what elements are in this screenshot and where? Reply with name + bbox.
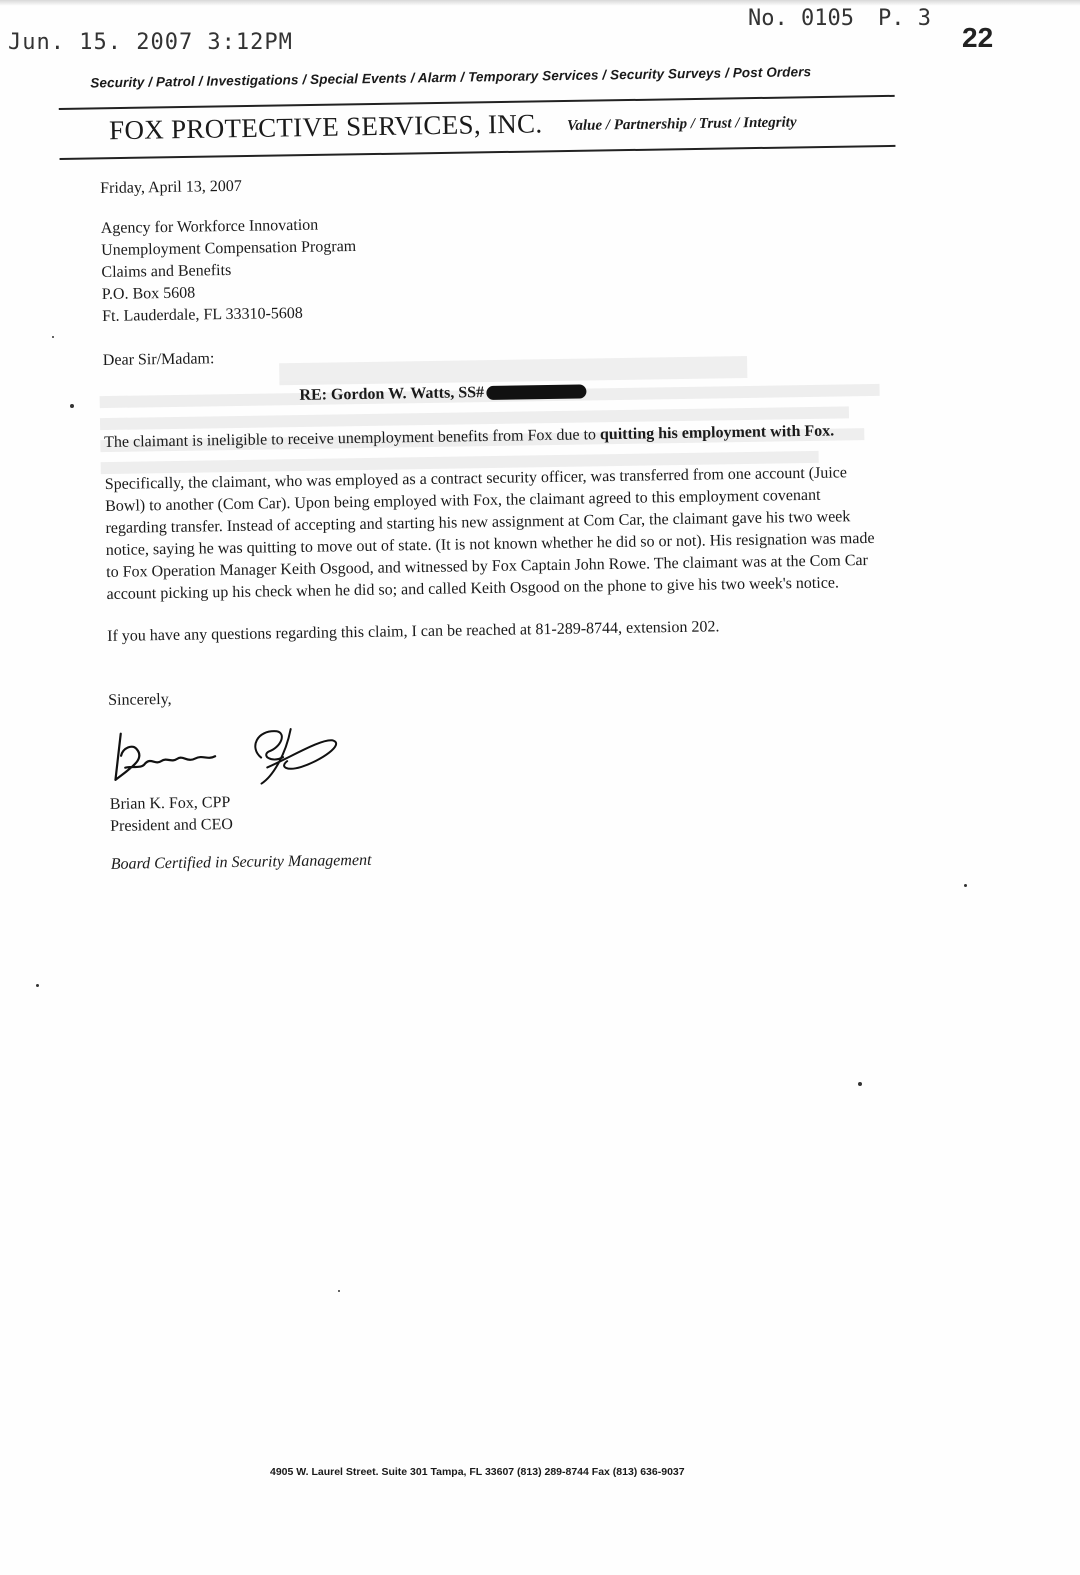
services-list: Security / Patrol / Investigations / Special Events / Alarm / Temporary Services / Security Surveys / Post Orders xyxy=(90,64,812,91)
recipient-line: Claims and Benefits xyxy=(101,261,232,281)
closing: Sincerely, xyxy=(108,690,172,709)
footer-address: 4905 W. Laurel Street. Suite 301 Tampa, FL 33607 (813) 289-8744 Fax (813) 636-9037 xyxy=(270,1466,685,1478)
salutation: Dear Sir/Madam: xyxy=(102,350,215,369)
paragraph-text: The claimant is ineligible to receive unemployment benefits from Fox due to xyxy=(104,426,601,451)
company-tagline: Value / Partnership / Trust / Integrity xyxy=(566,114,797,135)
scan-speck xyxy=(964,884,967,887)
company-name: FOX PROTECTIVE SERVICES, INC. xyxy=(108,108,543,146)
subject-line xyxy=(299,376,893,407)
fax-page: P. 3 xyxy=(877,6,931,31)
recipient-line: Ft. Lauderdale, FL 33310-5608 xyxy=(102,304,303,325)
recipient-line: Agency for Workforce Innovation xyxy=(100,216,319,237)
letterhead-rule-bottom xyxy=(60,145,896,160)
paragraph-bold-text: quitting his employment with Fox. xyxy=(599,422,835,444)
scan-speck xyxy=(338,1290,340,1292)
fax-number xyxy=(748,6,931,31)
page-number: 22 xyxy=(962,22,994,53)
certification: Board Certified in Security Management xyxy=(110,851,372,873)
recipient-address xyxy=(101,206,893,328)
paragraph-details: Specifically, the claimant, who was employed as a contract security officer, was transferred from one account (Juice Bowl) to another (Com Car). Upon being employed with Fox, the claimant agreed to this employment covenant regarding transfer. Instead of accepting and starting his new assignment at Com Car, the claimant gave his two week notice, saying he was quitting to move out of state. (It is not known whether he did so or not). His resignation was made to Fox Operation Manager Keith Osgood, and witnessed by Fox Captain John Rowe. The claimant was at the Com Car account picking up his check when he did so; and called Keith Osgood on the phone to give his two week's notice. xyxy=(104,464,875,603)
recipient-line: P.O. Box 5608 xyxy=(101,284,196,303)
signer-title: President and CEO xyxy=(110,815,233,835)
subject-text: RE: Gordon W. Watts, SS# xyxy=(299,383,485,404)
paragraph-ineligible xyxy=(104,420,874,454)
letter-body xyxy=(100,166,901,876)
scan-speck xyxy=(70,404,74,408)
letterhead-rule-top xyxy=(59,95,895,110)
scan-speck xyxy=(52,336,54,338)
scan-speck xyxy=(858,1082,862,1086)
redaction-mark xyxy=(486,385,586,401)
letter-date: Friday, April 13, 2007 xyxy=(100,177,242,197)
signer-name: Brian K. Fox, CPP xyxy=(109,794,231,813)
recipient-line: Unemployment Compensation Program xyxy=(101,237,357,259)
signature-image xyxy=(111,716,372,790)
scan-speck xyxy=(36,984,39,987)
fax-timestamp: Jun. 15. 2007 3:12PM xyxy=(8,30,293,55)
paragraph-contact: If you have any questions regarding this claim, I can be reached at 81-289-8744, extension 202. xyxy=(107,618,720,645)
fax-number-value: No. 0105 xyxy=(748,6,854,31)
